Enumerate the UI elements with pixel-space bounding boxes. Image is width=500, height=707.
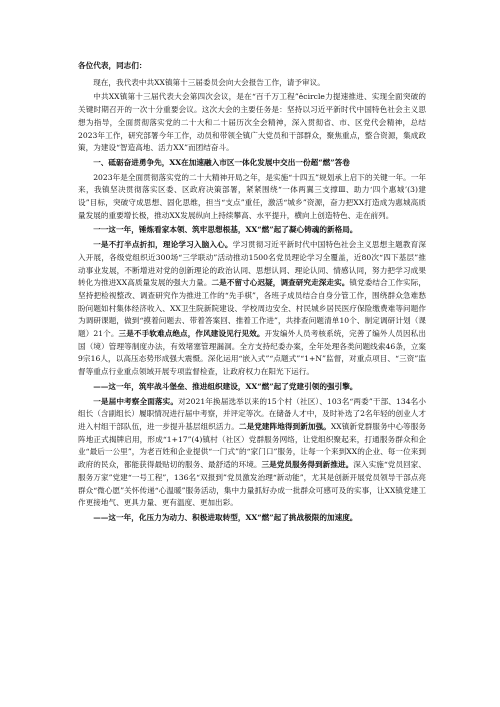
point-party-position-text: XX镇新党群服务中心等服务阵地正式揭牌启用，形成“1+17”(4)镇村（社区）党群服务网络，让党组织聚起来，打通服务群众和企业“最后一公里”，为老百姓和企业提供“一门式”的“家门口”服务，让每一个来到XX的企业、每一位来到政府的民众，都能获得最贴切的服务、最舒适的环境。	[78, 421, 426, 470]
point-research-text: 镇党委结合工作实际，坚持把检视整改、调查研究作为推进工作的“先手棋”，各班子成员结合自身分管工作，围绕群众急难愁盼问题如村集体经济收入、XX卫生院新院建设、学校周边安全、村民城乡居民医疗保险缴费难等问题作为调研课题，做到“摸着问题去、带着答案回、推着工作进”，共排查问题清单10个、制定调研计划（课题）21个。	[78, 278, 426, 339]
paragraph-intro: 现在，我代表中共XX镇第十三届委员会向大会报告工作，请予审议。	[93, 77, 325, 87]
point-member-service-text: 深入实施“党员回家、服务万家”党建“一号工程”，136名“双报到”党员激发治理“新动能”，尤其是创新开展党员领导干部点亮群众“微心愿”关怀传递“心温暖”服务活动，集中力量抓好办成一批群众可感可及的实事，让XX镇党建工作更接地气、更具力量、更有温度、更加出彩。	[78, 460, 426, 508]
subheading-party-building: ——这一年，筑牢战斗堡垒、推进组织建设，XX“燃”起了党建引领的强引擎。	[93, 381, 358, 391]
point-theory-study: 一是不打半点折扣，理论学习入脑入心。	[93, 240, 233, 250]
paragraph-ideology-details	[78, 239, 426, 379]
subheading-ideology: 一一这一年，锤炼看家本领、筑牢思想根基，XX“燃”起了凝心铸魂的新格局。	[93, 225, 358, 235]
paragraph-2023-overview: 2023年是全面贯彻落实党的二十大精神开局之年，是实施“十四五”规划承上启下的关键一年。一年来，我镇坚决贯彻落实区委、区政府决策部署，紧紧围绕“一体两翼三支撑Ⅲ、助力‘四个惠城’(3)建设”目标，突破守成思想、固化思维，担当“支点”重任，激活“城乡”资源，奋力把XX打造成为惠城高质量发展的重要增长极，推动XX发展纵向上持续攀高、水平提升，横向上创造特色、走在前列。	[78, 172, 426, 220]
section-heading-1: 一、砥砺奋进勇争先，XX在加速融入市区一体化发展中交出一份超“燃”答卷	[93, 157, 350, 167]
point-mid-term-review: 一是届中考察全面落实。	[93, 396, 179, 406]
point-party-position: 二是党建阵地得到新加强。	[238, 421, 331, 431]
subheading-transformation: ——这一年，化压力为动力、积极进取转型，XX“燃”起了挑战极限的加速度。	[93, 512, 358, 522]
point-research: 二是不留寸心迟疑，调查研究走深走实。	[211, 278, 350, 288]
point-work-style-text: 开发编外人员考核系统，完善了编外人员因私出国（境）管理等制度办法，有效堵塞管理漏洞。全方支持纪委办案，全年处理各类问题线索46条，立案9宗16人，以高压态势形成强大震慑。深化运用“嵌入式”“点题式”“1+N”监督，对重点项目、“三资”监督等重点行业重点领域开展专项监督检查，让政府权力在阳光下运行。	[78, 329, 426, 377]
salutation: 各位代表，同志们：	[78, 61, 147, 70]
point-member-service: 三是党员服务得到新推进。	[261, 460, 354, 470]
point-work-style: 三是不手软难点绝点，作风建设见行见效。	[118, 329, 265, 339]
point-mid-term-review-text: 对2021年换届选举以来的15个村（社区）、103名“两委”干部、134名小组长（含副组长）履职情况进行届中考察，并评定等次。在储备人才中，及时补选了2名年轻的创业人才进入村组干部队伍，进一步提升基层组织活力。	[78, 396, 427, 431]
paragraph-party-building-details	[78, 396, 426, 510]
paragraph-meeting-purpose: 中共XX镇第十三届代表大会第四次会议，是在“百千万工程”êcircle力提速推进、实现全面突破的关键时期召开的一次十分重要会议。这次大会的主要任务是：坚持以习近平新时代中国特色社会主义思想为指导，全面贯彻落实党的二十大和二十届历次全会精神，深入贯彻省、市、区党代会精神，总结2023年工作，研究部署今年工作，动员和带领全镇广大党员和干部群众，聚焦重点，整合资源，集成政策，为建设“智造高地、活力XX”而团结奋斗。	[78, 92, 426, 153]
point-theory-study-text: 学习贯彻习近平新时代中国特色社会主义思想主题教育深入开展，各级党组织近300场“三学联动”活动推动1500名党员理论学习全覆盖，近80次“四下基层”推动事业发展，不断增进对党的创新理论的政治认同、思想认同、理论认同、情感认同，努力把学习成果转化为推进XX高质量发展的强大力量。	[78, 240, 427, 288]
